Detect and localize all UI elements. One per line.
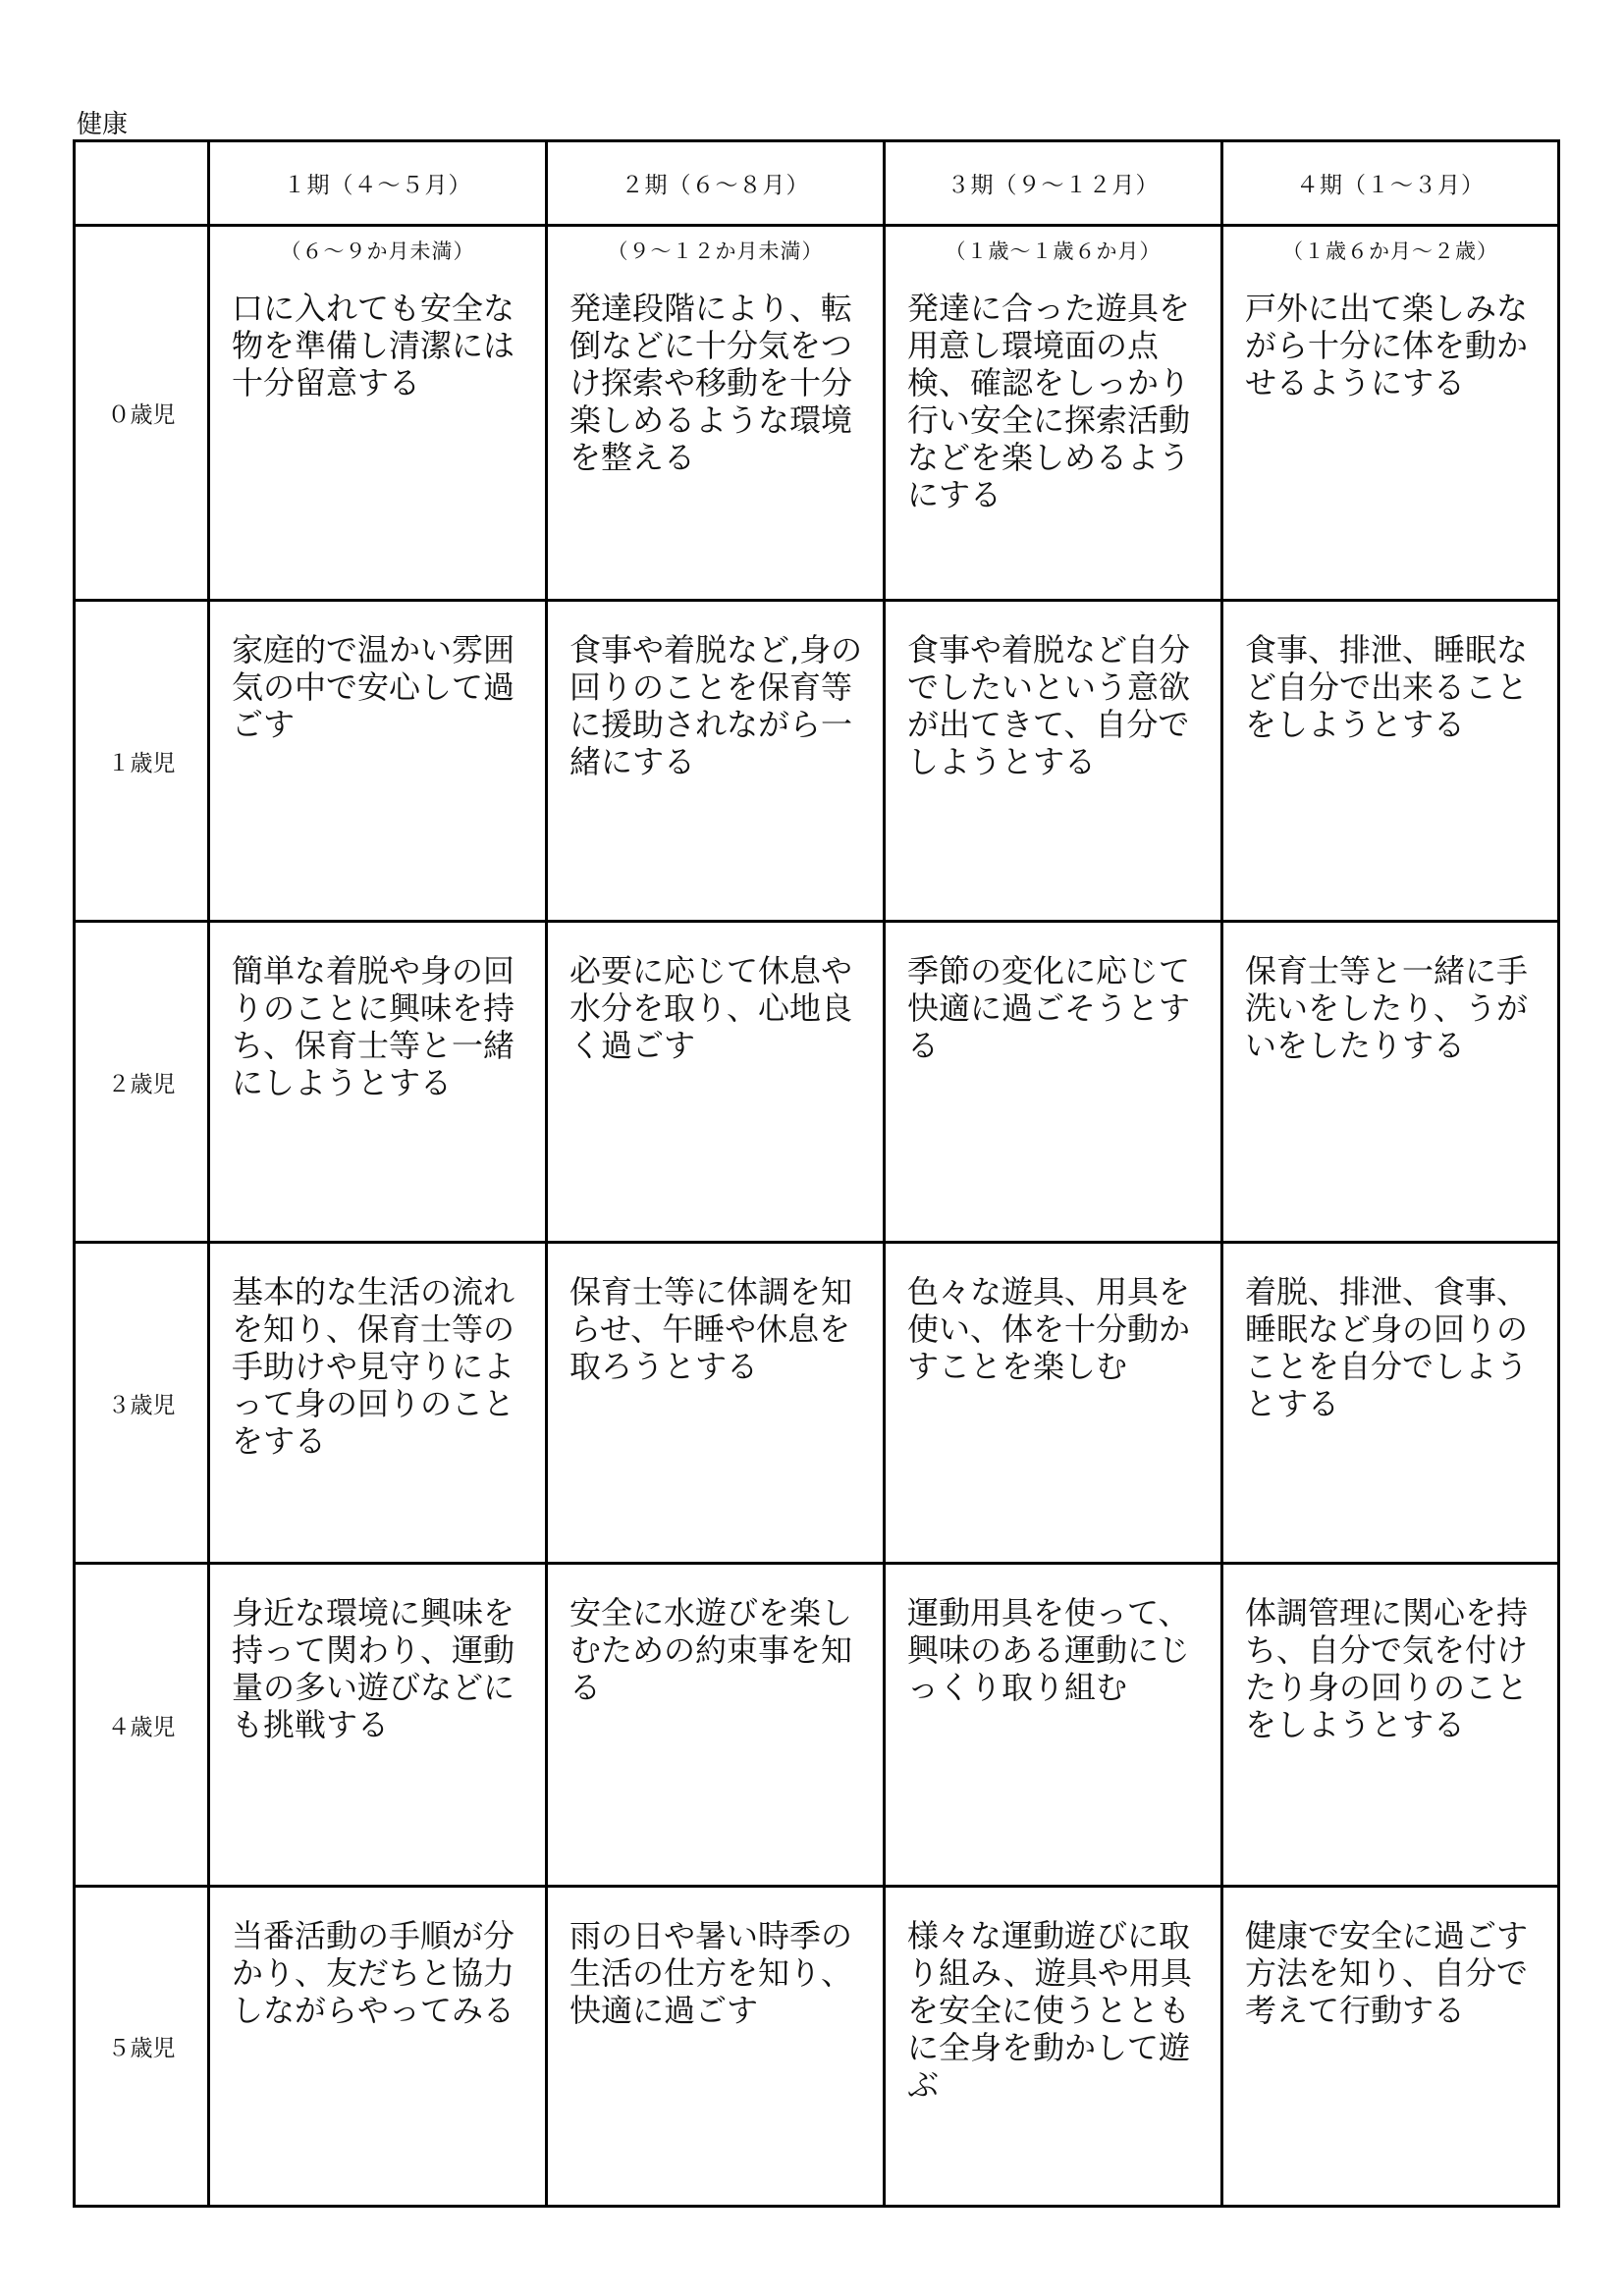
- period-header-row: [75, 141, 1559, 226]
- table-row: [75, 1243, 1559, 1564]
- goal-text: 色々な遊具、用具を使い、体を十分動かすことを楽しむ: [907, 1273, 1191, 1385]
- goal-text: 戸外に出て楽しみながら十分に体を動かせるようにする: [1245, 290, 1529, 401]
- age-range-label: （９～１２か月未満）: [607, 240, 824, 263]
- goal-text: 運動用具を使って、興味のある運動にじっくり取り組む: [907, 1594, 1191, 1706]
- period-header: ４期（１～３月）: [1222, 141, 1559, 226]
- table-row: [75, 922, 1559, 1243]
- goal-text: 当番活動の手順が分かり、友だちと協力しながらやってみる: [232, 1917, 515, 2029]
- goal-cell: [1222, 1887, 1559, 2207]
- curriculum-table: [73, 139, 1560, 2208]
- goal-cell: [547, 601, 885, 922]
- goal-cell: [1222, 1564, 1559, 1887]
- goal-text: 身近な環境に興味を持って関わり、運動量の多い遊びなどにも挑戦する: [232, 1594, 515, 1743]
- goal-cell: [1222, 1243, 1559, 1564]
- table-row: [75, 1887, 1559, 2207]
- goal-cell: [885, 1243, 1222, 1564]
- goal-text: 必要に応じて休息や水分を取り、心地良く過ごす: [569, 952, 853, 1064]
- period-header: １期（４～５月）: [209, 141, 547, 226]
- table-row: [75, 601, 1559, 922]
- goal-cell: [885, 1887, 1222, 2207]
- age-range-label: （６～９か月未満）: [280, 240, 475, 263]
- age-label: １歳児: [75, 601, 209, 922]
- goal-text: 基本的な生活の流れを知り、保育士等の手助けや見守りによって身の回りのことをする: [232, 1273, 515, 1460]
- age-range-label: （１歳～１歳６か月）: [945, 240, 1162, 263]
- goal-cell: [1222, 922, 1559, 1243]
- goal-cell: [209, 601, 547, 922]
- goal-cell: [209, 226, 547, 601]
- document-title: 健康: [77, 110, 129, 139]
- goal-cell: [209, 1243, 547, 1564]
- goal-text: 発達に合った遊具を用意し環境面の点検、確認をしっかり行い安全に探索活動などを楽しめるようにする: [907, 290, 1191, 513]
- goal-cell: [209, 922, 547, 1243]
- goal-cell: [547, 922, 885, 1243]
- goal-cell: [547, 226, 885, 601]
- table-row: [75, 226, 1559, 601]
- period-header: ２期（６～８月）: [547, 141, 885, 226]
- table-row: [75, 1564, 1559, 1887]
- goal-cell: [1222, 601, 1559, 922]
- goal-text: 食事、排泄、睡眠など自分で出来ることをしようとする: [1245, 631, 1529, 743]
- goal-cell: [885, 601, 1222, 922]
- goal-cell: [209, 1564, 547, 1887]
- goal-cell: [885, 922, 1222, 1243]
- goal-text: 家庭的で温かい雰囲気の中で安心して過ごす: [232, 631, 515, 743]
- goal-text: 安全に水遊びを楽しむための約束事を知る: [569, 1594, 853, 1706]
- goal-text: 食事や着脱など自分でしたいという意欲が出てきて、自分でしようとする: [907, 631, 1191, 780]
- goal-text: 食事や着脱など,身の回りのことを保育等に援助されながら一緒にする: [569, 631, 863, 780]
- goal-text: 保育士等に体調を知らせ、午睡や休息を取ろうとする: [569, 1273, 853, 1385]
- goal-text: 着脱、排泄、食事、睡眠など身の回りのことを自分でしようとする: [1245, 1273, 1529, 1422]
- goal-text: 様々な運動遊びに取り組み、遊具や用具を安全に使うとともに全身を動かして遊ぶ: [907, 1917, 1192, 2104]
- corner-cell: [75, 141, 209, 226]
- goal-text: 健康で安全に過ごす方法を知り、自分で考えて行動する: [1245, 1917, 1529, 2029]
- age-label: ４歳児: [75, 1564, 209, 1887]
- goal-cell: [1222, 226, 1559, 601]
- goal-text: 雨の日や暑い時季の生活の仕方を知り、快適に過ごす: [569, 1917, 853, 2029]
- age-label: ３歳児: [75, 1243, 209, 1564]
- age-range-label: （１歳６か月～２歳）: [1282, 240, 1498, 263]
- goal-cell: [547, 1564, 885, 1887]
- age-label: ５歳児: [75, 1887, 209, 2207]
- goal-text: 簡単な着脱や身の回りのことに興味を持ち、保育士等と一緒にしようとする: [232, 952, 515, 1101]
- goal-cell: [209, 1887, 547, 2207]
- goal-cell: [547, 1887, 885, 2207]
- goal-text: 口に入れても安全な物を準備し清潔には十分留意する: [232, 290, 515, 401]
- goal-text: 保育士等と一緒に手洗いをしたり、うがいをしたりする: [1245, 952, 1529, 1064]
- period-header: ３期（９～１２月）: [885, 141, 1222, 226]
- age-label: ２歳児: [75, 922, 209, 1243]
- goal-cell: [547, 1243, 885, 1564]
- age-label: ０歳児: [75, 226, 209, 601]
- goal-cell: [885, 1564, 1222, 1887]
- goal-cell: [885, 226, 1222, 601]
- goal-text: 季節の変化に応じて快適に過ごそうとする: [907, 952, 1191, 1064]
- goal-text: 発達段階により、転倒などに十分気をつけ探索や移動を十分楽しめるような環境を整える: [569, 290, 853, 476]
- goal-text: 体調管理に関心を持ち、自分で気を付けたり身の回りのことをしようとする: [1245, 1594, 1529, 1743]
